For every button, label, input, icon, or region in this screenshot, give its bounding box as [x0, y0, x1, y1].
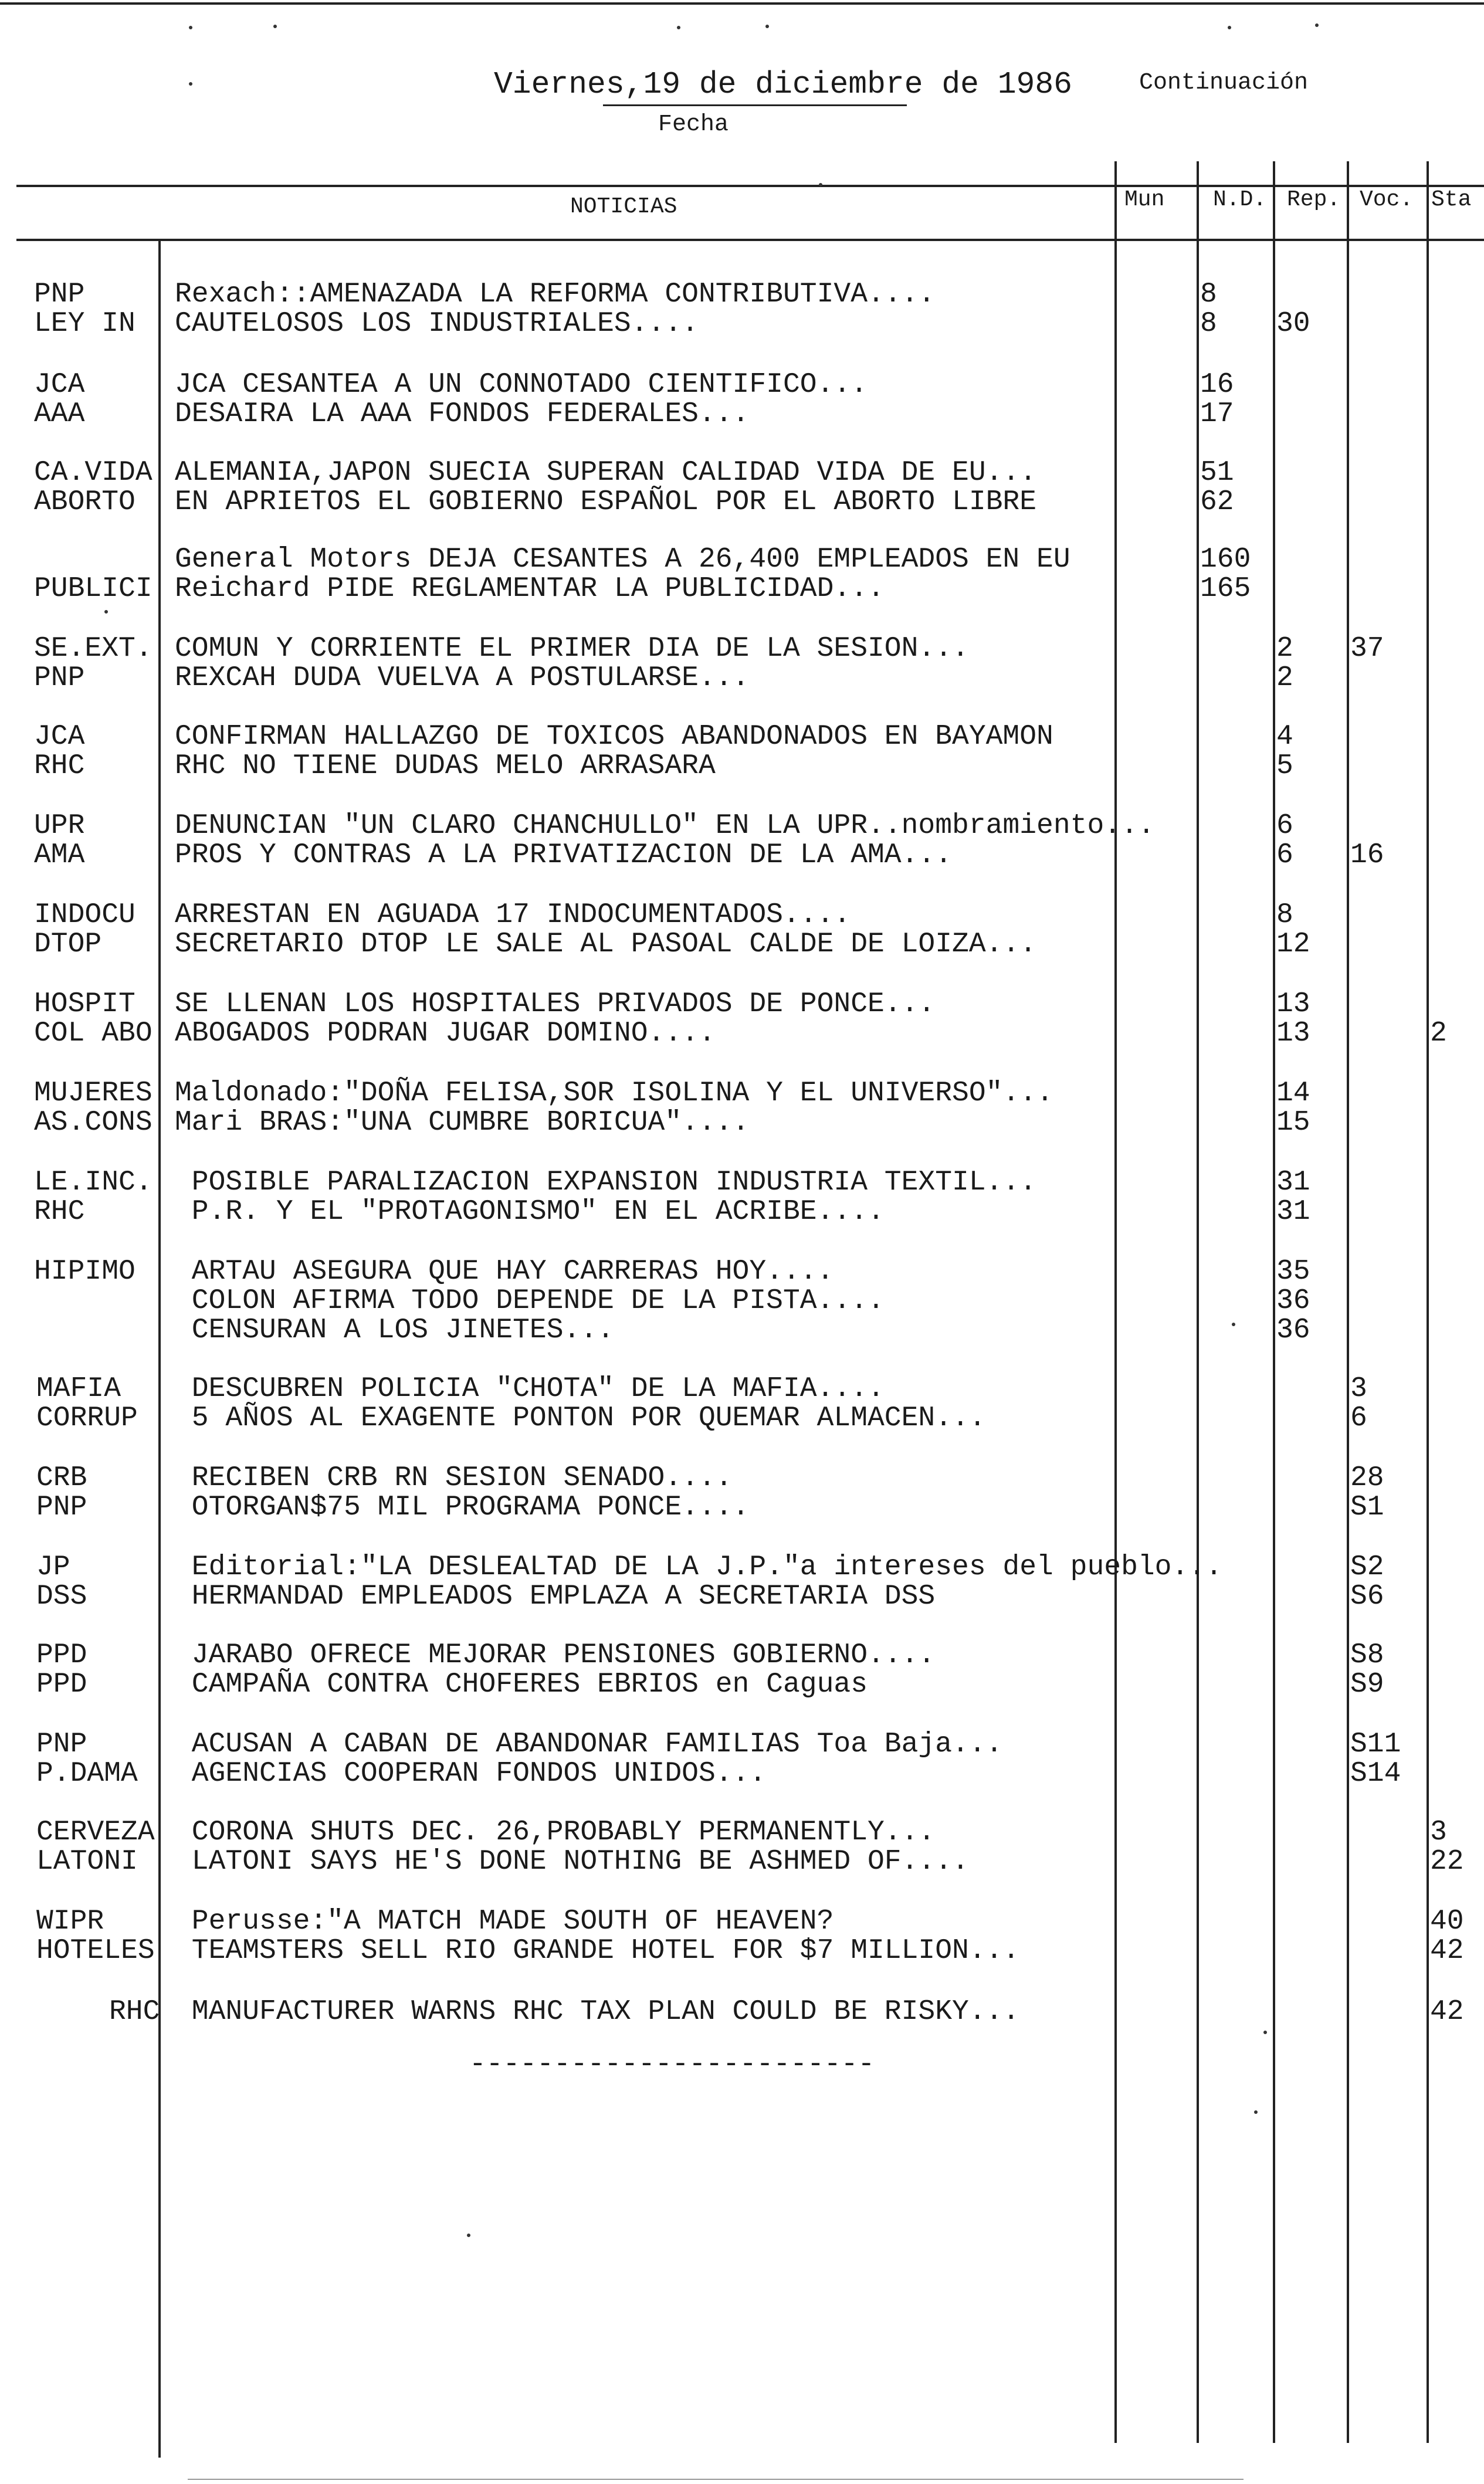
row-voc-page: 6	[1350, 1404, 1367, 1434]
speck-mark	[104, 610, 108, 614]
row-rep-page	[1276, 1848, 1341, 1877]
col-header-voc: Voc.	[1360, 187, 1414, 212]
row-headline: COMUN Y CORRIENTE EL PRIMER DIA DE LA SESION...	[175, 633, 969, 665]
row-star-page: 3	[1430, 1818, 1447, 1848]
row-nd-page: 62	[1200, 488, 1234, 517]
row-voc-page: S14	[1350, 1760, 1401, 1789]
row-nd-page	[1200, 1316, 1256, 1346]
row-rep-page: 13	[1276, 990, 1310, 1019]
row-rep-page: 6	[1276, 841, 1293, 870]
row-star-page	[1430, 664, 1484, 693]
row-voc-page: S6	[1350, 1582, 1384, 1612]
row-headline: LATONI SAYS HE'S DONE NOTHING BE ASHMED OF....	[175, 1846, 969, 1878]
row-voc-page: S11	[1350, 1730, 1401, 1760]
col-header-mun: Mun	[1124, 187, 1165, 212]
row-nd-page	[1200, 1641, 1256, 1670]
row-headline: MANUFACTURER WARNS RHC TAX PLAN COULD BE RISKY...	[175, 1996, 1020, 2028]
row-headline: POSIBLE PARALIZACION EXPANSION INDUSTRIA TEXTIL...	[175, 1167, 1037, 1198]
row-nd-page: 8	[1200, 280, 1217, 310]
row-rep-page: 14	[1276, 1079, 1310, 1109]
speck-mark	[189, 26, 192, 29]
col-header-rep: Rep.	[1287, 187, 1341, 212]
row-star-page	[1430, 635, 1484, 664]
speck-mark	[1228, 26, 1231, 29]
row-tag: COL ABO	[34, 1018, 153, 1049]
row-nd-page	[1200, 1553, 1256, 1582]
date-caption: Fecha	[658, 111, 729, 138]
row-headline: RHC NO TIENE DUDAS MELO ARRASARA	[175, 750, 716, 782]
row-tag: JCA	[34, 369, 85, 401]
row-headline: 5 AÑOS AL EXAGENTE PONTON POR QUEMAR ALMACEN...	[175, 1402, 986, 1434]
row-star-page	[1430, 1404, 1484, 1434]
row-tag: AAA	[34, 398, 85, 430]
row-headline: PROS Y CONTRAS A LA PRIVATIZACION DE LA AMA...	[175, 839, 953, 871]
row-voc-page	[1350, 812, 1421, 841]
row-rep-page: 6	[1276, 812, 1293, 841]
row-headline: ACUSAN A CABAN DE ABANDONAR FAMILIAS Toa Baja...	[175, 1729, 1003, 1760]
row-headline: SECRETARIO DTOP LE SALE AL PASOAL CALDE DE LOIZA...	[175, 928, 1037, 960]
row-star-page	[1430, 812, 1484, 841]
row-rep-page	[1276, 1641, 1341, 1670]
row-star-page	[1430, 1079, 1484, 1109]
row-rep-page: 8	[1276, 901, 1293, 930]
row-headline: DESAIRA LA AAA FONDOS FEDERALES...	[175, 398, 750, 430]
row-star-page: 22	[1430, 1848, 1464, 1877]
speck-mark	[189, 82, 192, 86]
row-star-page	[1430, 1287, 1484, 1316]
row-nd-page: 165	[1200, 575, 1251, 604]
row-voc-page	[1350, 1258, 1421, 1287]
row-star-page	[1430, 1258, 1484, 1287]
date-underline	[603, 104, 907, 106]
col-header-star: Sta	[1431, 187, 1472, 212]
row-voc-page	[1350, 575, 1421, 604]
row-tag: CORRUP	[36, 1402, 138, 1434]
row-star-page	[1430, 1641, 1484, 1670]
row-star-page	[1430, 1582, 1484, 1612]
row-headline: CAMPAÑA CONTRA CHOFERES EBRIOS en Caguas	[175, 1669, 868, 1700]
row-headline: General Motors DEJA CESANTES A 26,400 EMPLEADOS EN EU	[175, 544, 1070, 575]
row-tag: LATONI	[36, 1846, 138, 1878]
row-rep-page	[1276, 1582, 1341, 1612]
row-voc-page	[1350, 1937, 1421, 1966]
row-rep-page: 31	[1276, 1168, 1310, 1198]
row-tag: PNP	[36, 1729, 87, 1760]
row-tag: HOTELES	[36, 1935, 155, 1967]
row-rep-page	[1276, 1907, 1341, 1937]
row-rep-page	[1276, 1998, 1341, 2027]
row-tag: CA.VIDA	[34, 457, 153, 489]
row-rep-page: 13	[1276, 1019, 1310, 1049]
voc-column-left-divider	[1347, 161, 1349, 2443]
row-voc-page	[1350, 723, 1421, 752]
row-voc-page	[1350, 400, 1421, 429]
row-nd-page	[1200, 1848, 1256, 1877]
row-star-page	[1430, 545, 1484, 575]
row-rep-page	[1276, 1553, 1341, 1582]
row-rep-page	[1276, 1818, 1341, 1848]
row-nd-page	[1200, 1287, 1256, 1316]
row-headline: DESCUBREN POLICIA "CHOTA" DE LA MAFIA....	[175, 1373, 885, 1405]
row-headline: COLON AFIRMA TODO DEPENDE DE LA PISTA....	[175, 1285, 885, 1317]
row-star-page	[1430, 400, 1484, 429]
row-nd-page: 51	[1200, 459, 1234, 488]
row-star-page	[1430, 901, 1484, 930]
row-nd-page	[1200, 1019, 1256, 1049]
row-tag: RHC	[34, 750, 85, 782]
row-voc-page: S9	[1350, 1670, 1384, 1700]
row-star-page	[1430, 841, 1484, 870]
row-rep-page	[1276, 1730, 1341, 1760]
row-nd-page	[1200, 723, 1256, 752]
row-rep-page	[1276, 575, 1341, 604]
row-rep-page	[1276, 280, 1341, 310]
row-tag: SE.EXT.	[34, 633, 153, 665]
row-tag: PUBLICI	[34, 573, 153, 605]
row-headline: ALEMANIA,JAPON SUECIA SUPERAN CALIDAD VIDA DE EU...	[175, 457, 1037, 489]
row-rep-page	[1276, 400, 1341, 429]
row-nd-page	[1200, 1404, 1256, 1434]
row-voc-page	[1350, 1818, 1421, 1848]
row-voc-page	[1350, 1998, 1421, 2027]
row-voc-page: S1	[1350, 1493, 1384, 1523]
row-rep-page: 2	[1276, 635, 1293, 664]
row-headline: AGENCIAS COOPERAN FONDOS UNIDOS...	[175, 1758, 767, 1790]
row-rep-page: 2	[1276, 664, 1293, 693]
speck-mark	[1254, 2110, 1258, 2114]
row-headline: TEAMSTERS SELL RIO GRANDE HOTEL FOR $7 MILLION...	[175, 1935, 1020, 1967]
row-tag: ABORTO	[34, 486, 135, 518]
row-tag: MUJERES	[34, 1077, 153, 1109]
row-voc-page	[1350, 752, 1421, 781]
row-star-page	[1430, 1109, 1484, 1138]
row-rep-page	[1276, 1493, 1341, 1523]
row-nd-page	[1200, 635, 1256, 664]
row-rep-page: 31	[1276, 1198, 1310, 1227]
row-rep-page: 12	[1276, 930, 1310, 960]
row-tag: PNP	[34, 279, 85, 310]
row-voc-page: S8	[1350, 1641, 1384, 1670]
row-star-page	[1430, 1553, 1484, 1582]
row-voc-page	[1350, 664, 1421, 693]
row-voc-page	[1350, 1109, 1421, 1138]
row-headline: CAUTELOSOS LOS INDUSTRIALES....	[175, 308, 699, 340]
row-star-page	[1430, 930, 1484, 960]
row-nd-page	[1200, 841, 1256, 870]
row-rep-page	[1276, 1937, 1341, 1966]
row-voc-page	[1350, 1848, 1421, 1877]
row-tag: DTOP	[34, 928, 102, 960]
row-voc-page	[1350, 1287, 1421, 1316]
mun-column-left-divider	[1114, 161, 1117, 2443]
continuation-label: Continuación	[1139, 70, 1309, 96]
speck-mark	[819, 183, 822, 187]
row-star-page	[1430, 1670, 1484, 1700]
row-headline: ARRESTAN EN AGUADA 17 INDOCUMENTADOS....	[175, 899, 851, 931]
row-tag: AS.CONS	[34, 1107, 153, 1138]
speck-mark	[677, 26, 680, 29]
row-star-page	[1430, 1375, 1484, 1404]
row-headline: CORONA SHUTS DEC. 26,PROBABLY PERMANENTLY...	[175, 1817, 936, 1848]
row-nd-page	[1200, 930, 1256, 960]
row-star-page	[1430, 575, 1484, 604]
col-header-noticias: NOTICIAS	[570, 194, 677, 219]
row-voc-page	[1350, 1168, 1421, 1198]
row-voc-page: 3	[1350, 1375, 1367, 1404]
row-voc-page	[1350, 930, 1421, 960]
row-headline: ABOGADOS PODRAN JUGAR DOMINO....	[175, 1018, 716, 1049]
star-column-left-divider	[1427, 161, 1429, 2443]
row-star-page: 42	[1430, 1998, 1464, 2027]
row-rep-page	[1276, 488, 1341, 517]
row-tag: INDOCU	[34, 899, 135, 931]
row-nd-page	[1200, 752, 1256, 781]
row-star-page	[1430, 459, 1484, 488]
row-tag: PPD	[36, 1639, 87, 1671]
row-rep-page	[1276, 545, 1341, 575]
row-tag: LEY IN	[34, 308, 135, 340]
table-header-bottom-line	[16, 239, 1484, 241]
row-nd-page	[1200, 1937, 1256, 1966]
rep-column-left-divider	[1273, 161, 1275, 2443]
row-star-page: 40	[1430, 1907, 1464, 1937]
row-voc-page	[1350, 990, 1421, 1019]
row-voc-page	[1350, 310, 1421, 339]
row-headline: JCA CESANTEA A UN CONNOTADO CIENTIFICO...	[175, 369, 868, 401]
row-headline: EN APRIETOS EL GOBIERNO ESPAÑOL POR EL ABORTO LIBRE	[175, 486, 1037, 518]
row-nd-page	[1200, 1258, 1256, 1287]
row-star-page	[1430, 1760, 1484, 1789]
row-tag: JCA	[34, 721, 85, 753]
footer-separator: ------------------------	[469, 2049, 875, 2080]
row-voc-page	[1350, 1198, 1421, 1227]
row-nd-page	[1200, 1109, 1256, 1138]
row-tag: RHC	[109, 1996, 160, 2028]
row-nd-page	[1200, 901, 1256, 930]
row-rep-page: 36	[1276, 1316, 1310, 1346]
row-headline: CENSURAN A LOS JINETES...	[175, 1314, 614, 1346]
row-star-page: 42	[1430, 1937, 1464, 1966]
row-tag: WIPR	[36, 1906, 104, 1937]
row-nd-page	[1200, 1730, 1256, 1760]
row-voc-page	[1350, 1907, 1421, 1937]
row-rep-page	[1276, 1375, 1341, 1404]
row-voc-page	[1350, 280, 1421, 310]
row-voc-page	[1350, 1316, 1421, 1346]
row-star-page	[1430, 752, 1484, 781]
row-rep-page: 36	[1276, 1287, 1310, 1316]
row-tag: HIPIMO	[34, 1256, 135, 1287]
date-text: Viernes,19 de diciembre de 1986	[494, 67, 1072, 102]
row-headline: JARABO OFRECE MEJORAR PENSIONES GOBIERNO....	[175, 1639, 936, 1671]
row-headline: OTORGAN$75 MIL PROGRAMA PONCE....	[175, 1492, 750, 1523]
row-tag: CERVEZA	[36, 1817, 155, 1848]
row-headline: ARTAU ASEGURA QUE HAY CARRERAS HOY....	[175, 1256, 834, 1287]
row-nd-page	[1200, 1464, 1256, 1493]
row-star-page: 2	[1430, 1019, 1447, 1049]
row-nd-page	[1200, 1198, 1256, 1227]
row-nd-page	[1200, 1818, 1256, 1848]
speck-mark	[1315, 23, 1319, 27]
row-nd-page: 17	[1200, 400, 1234, 429]
row-nd-page	[1200, 1375, 1256, 1404]
row-rep-page	[1276, 1760, 1341, 1789]
row-tag: DSS	[36, 1581, 87, 1612]
row-headline: Reichard PIDE REGLAMENTAR LA PUBLICIDAD...	[175, 573, 885, 605]
row-tag: JP	[36, 1551, 70, 1583]
row-headline: Perusse:"A MATCH MADE SOUTH OF HEAVEN?	[175, 1906, 834, 1937]
row-headline: REXCAH DUDA VUELVA A POSTULARSE...	[175, 662, 750, 694]
row-voc-page: 28	[1350, 1464, 1384, 1493]
row-star-page	[1430, 1198, 1484, 1227]
row-rep-page	[1276, 1404, 1341, 1434]
row-rep-page: 4	[1276, 723, 1293, 752]
row-nd-page	[1200, 990, 1256, 1019]
col-header-nd: N.D.	[1213, 187, 1267, 212]
row-voc-page	[1350, 459, 1421, 488]
row-rep-page: 15	[1276, 1109, 1310, 1138]
row-tag: AMA	[34, 839, 85, 871]
row-nd-page	[1200, 1168, 1256, 1198]
row-star-page	[1430, 310, 1484, 339]
speck-mark	[1263, 2031, 1267, 2034]
row-star-page	[1430, 371, 1484, 400]
row-voc-page	[1350, 901, 1421, 930]
row-voc-page: 16	[1350, 841, 1384, 870]
row-voc-page	[1350, 371, 1421, 400]
row-rep-page: 5	[1276, 752, 1293, 781]
row-nd-page	[1200, 1907, 1256, 1937]
row-voc-page	[1350, 545, 1421, 575]
row-tag: LE.INC.	[34, 1167, 153, 1198]
row-headline: RECIBEN CRB RN SESION SENADO....	[175, 1462, 733, 1494]
row-rep-page	[1276, 459, 1341, 488]
row-nd-page	[1200, 1493, 1256, 1523]
row-voc-page: 37	[1350, 635, 1384, 664]
row-star-page	[1430, 723, 1484, 752]
row-tag: P.DAMA	[36, 1758, 138, 1790]
row-star-page	[1430, 990, 1484, 1019]
row-tag: PPD	[36, 1669, 87, 1700]
row-tag: MAFIA	[36, 1373, 121, 1405]
row-voc-page	[1350, 1079, 1421, 1109]
row-star-page	[1430, 1730, 1484, 1760]
row-headline: SE LLENAN LOS HOSPITALES PRIVADOS DE PONCE...	[175, 988, 936, 1020]
row-rep-page: 30	[1276, 310, 1310, 339]
nd-column-left-divider	[1197, 161, 1199, 2443]
row-star-page	[1430, 1493, 1484, 1523]
row-star-page	[1430, 1168, 1484, 1198]
row-nd-page: 16	[1200, 371, 1234, 400]
row-tag: HOSPIT	[34, 988, 135, 1020]
bottom-rule	[188, 2479, 1244, 2480]
row-voc-page: S2	[1350, 1553, 1384, 1582]
row-headline: P.R. Y EL "PROTAGONISMO" EN EL ACRIBE....	[175, 1196, 885, 1228]
row-rep-page	[1276, 371, 1341, 400]
row-nd-page	[1200, 1079, 1256, 1109]
row-tag: CRB	[36, 1462, 87, 1494]
row-star-page	[1430, 1316, 1484, 1346]
row-nd-page	[1200, 1670, 1256, 1700]
row-star-page	[1430, 488, 1484, 517]
row-rep-page	[1276, 1464, 1341, 1493]
row-headline: Rexach::AMENAZADA LA REFORMA CONTRIBUTIVA....	[175, 279, 936, 310]
row-voc-page	[1350, 488, 1421, 517]
row-nd-page: 8	[1200, 310, 1217, 339]
row-nd-page: 160	[1200, 545, 1251, 575]
row-tag: PNP	[34, 662, 85, 694]
row-tag: UPR	[34, 810, 85, 842]
row-headline: CONFIRMAN HALLAZGO DE TOXICOS ABANDONADOS EN BAYAMON	[175, 721, 1053, 753]
row-nd-page	[1200, 812, 1256, 841]
top-border	[0, 2, 1484, 5]
row-nd-page	[1200, 1760, 1256, 1789]
speck-mark	[467, 2234, 470, 2237]
row-headline: DENUNCIAN "UN CLARO CHANCHULLO" EN LA UPR..nombramiento...	[175, 810, 1155, 842]
row-voc-page	[1350, 1019, 1421, 1049]
row-headline: Editorial:"LA DESLEALTAD DE LA J.P."a intereses del pueblo...	[175, 1551, 1222, 1583]
row-rep-page	[1276, 1670, 1341, 1700]
row-star-page	[1430, 280, 1484, 310]
tag-column-divider	[158, 240, 161, 2458]
speck-mark	[765, 25, 769, 28]
row-tag: PNP	[36, 1492, 87, 1523]
row-nd-page	[1200, 1998, 1256, 2027]
row-headline: Mari BRAS:"UNA CUMBRE BORICUA"....	[175, 1107, 750, 1138]
row-headline: HERMANDAD EMPLEADOS EMPLAZA A SECRETARIA DSS	[175, 1581, 936, 1612]
speck-mark	[273, 25, 277, 28]
row-rep-page: 35	[1276, 1258, 1310, 1287]
row-nd-page	[1200, 1582, 1256, 1612]
row-headline: Maldonado:"DOÑA FELISA,SOR ISOLINA Y EL UNIVERSO"...	[175, 1077, 1053, 1109]
speck-mark	[1232, 1323, 1235, 1326]
row-tag: RHC	[34, 1196, 85, 1228]
row-nd-page	[1200, 664, 1256, 693]
row-star-page	[1430, 1464, 1484, 1493]
